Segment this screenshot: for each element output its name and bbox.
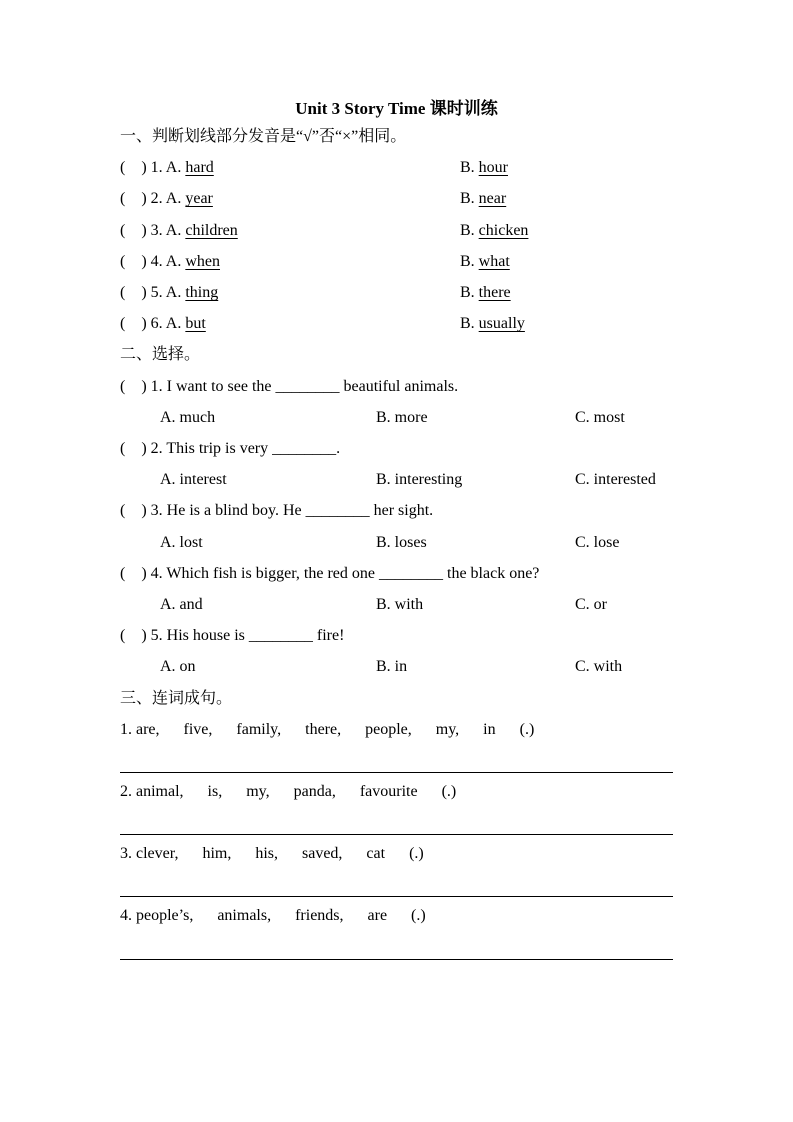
option-b: B. more	[376, 408, 428, 426]
underlined-word-a: when	[185, 252, 220, 270]
option-c: C. with	[575, 658, 623, 676]
sentence-words-1: 1. are, five, family, there, people, my, in (.)	[120, 720, 535, 738]
pronunciation-item-1	[120, 152, 673, 183]
answer-line-2	[120, 815, 673, 835]
pronunciation-item-3	[120, 215, 673, 246]
section2-heading: 二、选择。	[120, 346, 201, 364]
choice-options-4	[120, 589, 673, 620]
option-c: C. lose	[575, 533, 620, 551]
pronunciation-item-6	[120, 308, 673, 339]
item-a-text: ( ) 2. A.	[120, 190, 186, 208]
item-a-text: ( ) 5. A.	[120, 284, 186, 302]
choice-question-5: ( ) 5. His house is ________ fire!	[120, 627, 345, 645]
pronunciation-item-4	[120, 246, 673, 277]
choice-options-5	[120, 651, 673, 682]
pronunciation-item-5	[120, 277, 673, 308]
option-a: A. lost	[160, 533, 203, 551]
item-a-text: ( ) 4. A.	[120, 252, 186, 270]
section3-heading: 三、连词成句。	[120, 689, 233, 707]
underlined-word-b: hour	[478, 159, 508, 177]
option-b: B. loses	[376, 533, 427, 551]
option-b: B. in	[376, 658, 408, 676]
item-b-label: B.	[460, 221, 479, 239]
item-a-text: ( ) 3. A.	[120, 221, 186, 239]
choice-question-1: ( ) 1. I want to see the ________ beautiful animals.	[120, 377, 459, 395]
item-a-text: ( ) 6. A.	[120, 315, 186, 333]
choice-question-3: ( ) 3. He is a blind boy. He ________ her sight.	[120, 502, 434, 520]
underlined-word-b: chicken	[478, 221, 529, 239]
underlined-word-b: near	[478, 190, 507, 208]
sentence-words-3: 3. clever, him, his, saved, cat (.)	[120, 845, 424, 863]
underlined-word-a: but	[185, 315, 206, 333]
underlined-word-a: hard	[185, 159, 214, 177]
item-b-label: B.	[460, 252, 479, 270]
option-b: B. interesting	[376, 471, 463, 489]
underlined-word-a: year	[185, 190, 213, 208]
sentence-words-2: 2. animal, is, my, panda, favourite (.)	[120, 782, 457, 800]
option-b: B. with	[376, 596, 424, 613]
answer-line-1	[120, 753, 673, 773]
choice-question-4: ( ) 4. Which fish is bigger, the red one ________ the black one?	[120, 564, 540, 582]
answer-line-3	[120, 877, 673, 897]
choice-question-2: ( ) 2. This trip is very ________.	[120, 440, 341, 458]
item-b-label: B.	[460, 190, 479, 208]
item-b-label: B.	[460, 315, 479, 333]
choice-options-1	[120, 402, 673, 433]
item-b-label: B.	[460, 159, 479, 177]
choice-options-2	[120, 464, 673, 495]
item-b-label: B.	[460, 284, 479, 302]
section1-heading: 一、判断划线部分发音是“√”否“×”相同。	[120, 128, 407, 145]
item-a-text: ( ) 1. A.	[120, 159, 186, 177]
page-title: Unit 3 Story Time 课时训练	[295, 99, 498, 118]
choice-options-3	[120, 527, 673, 558]
option-c: C. or	[575, 596, 607, 613]
option-c: C. most	[575, 408, 625, 426]
underlined-word-a: thing	[185, 284, 219, 302]
pronunciation-item-2	[120, 183, 673, 214]
answer-line-4	[120, 940, 673, 960]
option-a: A. much	[160, 408, 216, 426]
option-a: A. interest	[160, 471, 227, 489]
underlined-word-b: there	[478, 284, 511, 302]
option-a: A. and	[160, 596, 203, 613]
underlined-word-b: usually	[478, 315, 525, 333]
option-a: A. on	[160, 658, 196, 676]
option-c: C. interested	[575, 471, 656, 489]
sentence-words-4: 4. people’s, animals, friends, are (.)	[120, 907, 426, 925]
underlined-word-a: children	[185, 221, 238, 239]
underlined-word-b: what	[478, 252, 510, 270]
